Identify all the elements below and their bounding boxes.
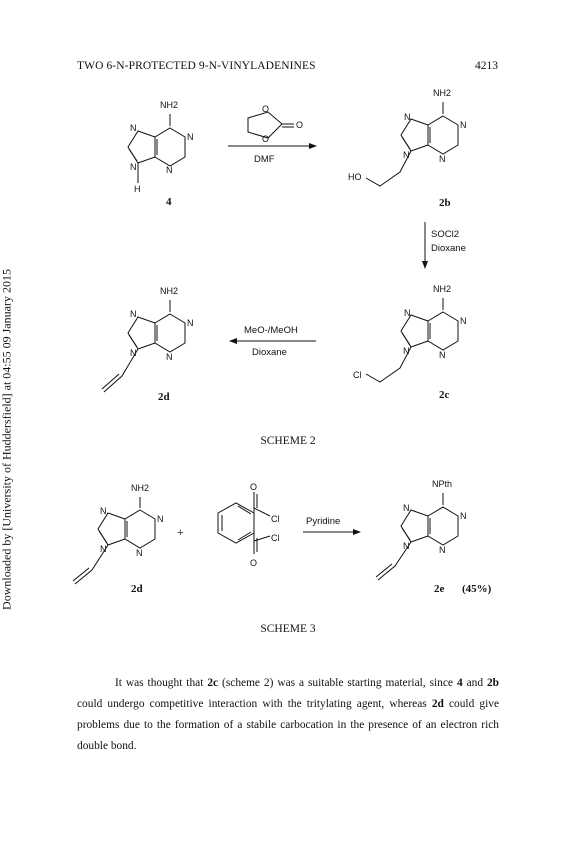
n-label: N (404, 308, 411, 318)
page-number: 4213 (475, 60, 498, 72)
reaction-arrow-2 (425, 222, 466, 268)
compound-2b-structure (348, 88, 467, 186)
reaction-arrow-3 (230, 325, 316, 358)
o-label: O (250, 558, 258, 568)
o-label: O (262, 134, 270, 144)
reagent-dioxane: Dioxane (252, 347, 287, 358)
text-run: (scheme 2) was a suitable starting material, since (218, 677, 457, 689)
reagent-socl2: SOCl2 (431, 229, 459, 240)
compound-2d-structure (102, 286, 194, 392)
reagent-methoxide: MeO-/MeOH (244, 325, 298, 336)
n-label: N (460, 316, 467, 326)
cl-label: Cl (271, 533, 280, 543)
scheme3-2d-label: 2d (131, 583, 143, 595)
compound-2e-label: 2e (434, 583, 445, 595)
n-label: N (100, 544, 107, 554)
n-label: N (403, 541, 410, 551)
n-label: N (460, 511, 467, 521)
npth-label: NPth (432, 479, 453, 489)
text-run: could give problems due to the formation of a stabile carbocation in the presence of an electron rich double bond. (77, 698, 499, 752)
body-paragraph (77, 673, 499, 757)
n-label: N (187, 318, 194, 328)
n-label: N (439, 350, 446, 360)
n-label: N (403, 346, 410, 356)
o-label: O (250, 482, 258, 492)
text-run: It was thought that (115, 677, 208, 689)
compound-ref: 2b (486, 677, 499, 689)
reagent-pyridine: Pyridine (306, 516, 341, 527)
n-label: N (166, 165, 173, 175)
n-label: N (130, 123, 137, 133)
n-label: N (136, 548, 143, 558)
compound-4-label: 4 (166, 196, 172, 208)
n-label: N (404, 112, 411, 122)
n-label: N (403, 503, 410, 513)
n-label: N (130, 162, 137, 172)
reagent-dmf: DMF (254, 154, 275, 165)
cl-label: Cl (271, 514, 280, 524)
cl-label: Cl (353, 370, 362, 380)
nh2-label: NH2 (131, 483, 150, 493)
n-label: N (130, 309, 137, 319)
compound-ref: 2c (207, 677, 219, 689)
phthaloyl-chloride-structure (218, 482, 280, 568)
download-watermark: Downloaded by [University of Huddersfield] at 04:55 09 January 2015 (0, 269, 14, 610)
text-run: could undergo competitive interaction with the tritylating agent, whereas (77, 698, 432, 710)
h-label: H (134, 184, 141, 194)
n-label: N (130, 348, 137, 358)
scheme3-2d-structure (73, 483, 164, 584)
o-label: O (296, 120, 304, 130)
n-label: N (460, 120, 467, 130)
yield-label: (45%) (462, 583, 492, 595)
n-label: N (439, 545, 446, 555)
n-label: N (187, 132, 194, 142)
compound-2e-structure (376, 479, 467, 580)
ho-label: HO (348, 172, 362, 182)
n-label: N (439, 154, 446, 164)
n-label: N (166, 352, 173, 362)
plus-sign: + (177, 525, 184, 539)
reagent-dioxane: Dioxane (431, 243, 466, 254)
nh2-label: NH2 (433, 88, 452, 98)
compound-2d-label: 2d (158, 391, 170, 403)
scheme3-caption: SCHEME 3 (260, 623, 316, 635)
running-title: TWO 6-N-PROTECTED 9-N-VINYLADENINES (77, 60, 316, 72)
compound-4-structure (128, 100, 194, 194)
n-label: N (403, 150, 410, 160)
n-label: N (100, 506, 107, 516)
n-label: N (157, 514, 164, 524)
reaction-arrow-1 (228, 146, 316, 165)
nh2-label: NH2 (433, 284, 452, 294)
nh2-label: NH2 (160, 286, 179, 296)
ethylene-carbonate-structure (248, 104, 303, 144)
o-label: O (262, 104, 270, 114)
compound-ref: 4 (456, 677, 463, 689)
compound-2c-label: 2c (439, 389, 450, 401)
compound-2b-label: 2b (439, 197, 451, 209)
scheme2-caption: SCHEME 2 (260, 435, 316, 447)
compound-ref: 2d (431, 698, 444, 710)
compound-2c-structure (353, 284, 467, 382)
nh2-label: NH2 (160, 100, 179, 110)
reaction-arrow-pyridine (303, 516, 360, 532)
text-run: and (462, 677, 487, 689)
